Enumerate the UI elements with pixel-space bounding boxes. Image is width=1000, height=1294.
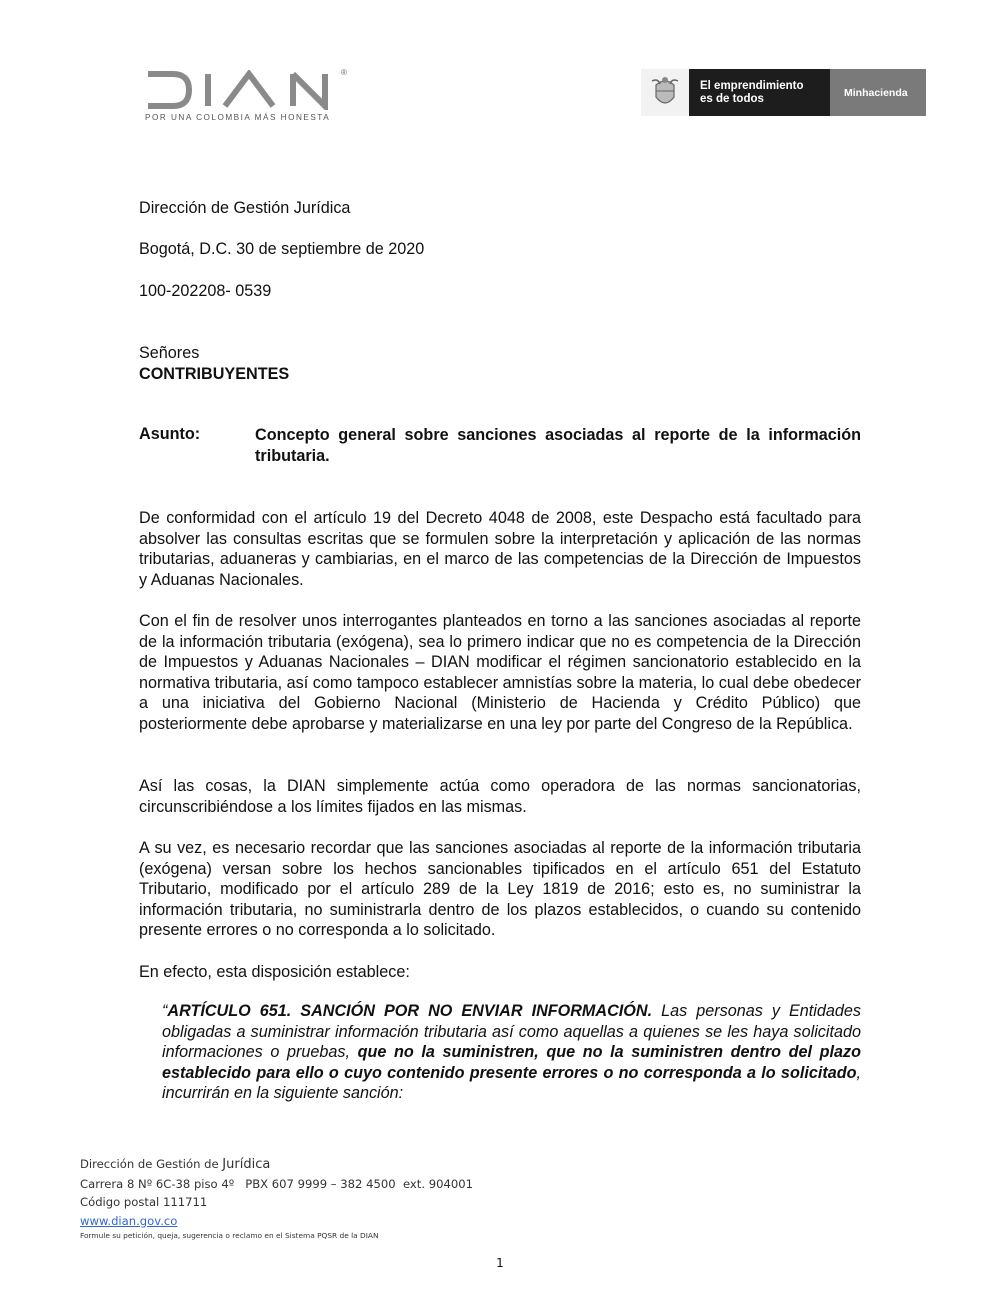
footer-pqsr: Formule su petición, queja, sugerencia o reclamo en el Sistema PQSR de la DIAN bbox=[80, 1231, 379, 1240]
subject-text: Concepto general sobre sanciones asociadas al reporte de la información tributaria. bbox=[255, 426, 861, 465]
footer-office bbox=[80, 1155, 473, 1175]
slogan-line-1: El emprendimiento bbox=[700, 79, 804, 92]
place-date: Bogotá, D.C. 30 de septiembre de 2020 bbox=[139, 240, 425, 258]
dian-wordmark-icon bbox=[145, 70, 345, 110]
quote-part-2: , incurrirán en la siguiente sanción: bbox=[162, 1063, 861, 1103]
quote-part-1: Las personas y Entidades obligadas a suministrar información tributaria así como aquellas a quienes se les haya solicitado informaciones o pruebas, bbox=[162, 1002, 861, 1062]
subject-label: Asunto: bbox=[139, 425, 201, 443]
paragraph-4: A su vez, es necesario recordar que las sanciones asociadas al reporte de la información tributaria (exógena) versan sobre los hechos sancionables tipificados en el artículo 651 del Estatuto Tributario, modificado por el artículo 289 de la Ley 1819 de 2016; esto es, no suministrar la información tributaria, no suministrarla dentro de los plazos establecidos, o cuando su contenido presente errores o no corresponda a lo solicitado. bbox=[139, 839, 861, 940]
footer-office-suffix: Jurídica bbox=[222, 1157, 271, 1172]
paragraph-5: En efecto, esta disposición establece: bbox=[139, 963, 410, 981]
footer-postal: Código postal 111711 bbox=[80, 1195, 208, 1209]
slogan-line-2: es de todos bbox=[700, 92, 764, 105]
paragraph-1: De conformidad con el artículo 19 del Decreto 4048 de 2008, este Despacho está facultado para absolver las consultas escritas que se formulen sobre la interpretación y aplicación de las normas tributarias, aduaneras y cambiarias, en el marco de las competencias de la Dirección de Impuestos y Aduanas Nacionales. bbox=[139, 509, 861, 589]
recipient: CONTRIBUYENTES bbox=[139, 365, 290, 383]
website-link[interactable]: www.dian.gov.co bbox=[80, 1213, 178, 1228]
quote-open: “ bbox=[162, 1002, 168, 1020]
paragraph-3: Así las cosas, la DIAN simplemente actúa como operadora de las normas sancionatorias, circunscribiéndose a los límites fijados en las mismas. bbox=[139, 777, 861, 816]
salutation: Señores bbox=[139, 344, 200, 362]
government-slogan bbox=[689, 69, 830, 116]
office-name: Dirección de Gestión Jurídica bbox=[139, 199, 351, 217]
footer bbox=[80, 1155, 473, 1242]
footer-address: Carrera 8 Nº 6C-38 piso 4º PBX 607 9999 – 382 4500 ext. 904001 bbox=[80, 1176, 473, 1191]
registered-mark: ® bbox=[341, 68, 347, 77]
footer-office-prefix: Dirección de Gestión de bbox=[80, 1157, 223, 1171]
quote-title: ARTÍCULO 651. SANCIÓN POR NO ENVIAR INFORMACIÓN. bbox=[167, 1002, 653, 1020]
reference-number: 100-202208- 0539 bbox=[139, 282, 272, 300]
coat-of-arms-icon bbox=[641, 69, 689, 116]
government-banner bbox=[641, 69, 926, 116]
paragraph-2: Con el fin de resolver unos interrogantes planteados en torno a las sanciones asociadas al reporte de la información tributaria (exógena), sea lo primero indicar que no es competencia de la Dirección de Impuestos y Aduanas Nacionales – DIAN modificar el régimen sancionatorio establecido en la normativa tributaria, así como tampoco establecer amnistías sobre la materia, lo cual debe obedecer a una iniciativa del Gobierno Nacional (Ministerio de Hacienda y Crédito Público) que posteriormente debe aprobarse y materializarse en una ley por parte del Congreso de la República. bbox=[139, 612, 861, 733]
article-quote bbox=[162, 1001, 861, 1104]
dian-logo bbox=[145, 70, 350, 126]
page-number: 1 bbox=[496, 1256, 504, 1270]
ministry-label: Minhacienda bbox=[830, 69, 926, 116]
quote-bold: que no la suministren, que no la suministren dentro del plazo establecido para ello o cuyo contenido presente errores o no corresponda a lo solicitado bbox=[162, 1043, 861, 1082]
logo-tagline: POR UNA COLOMBIA MÁS HONESTA bbox=[145, 113, 331, 122]
